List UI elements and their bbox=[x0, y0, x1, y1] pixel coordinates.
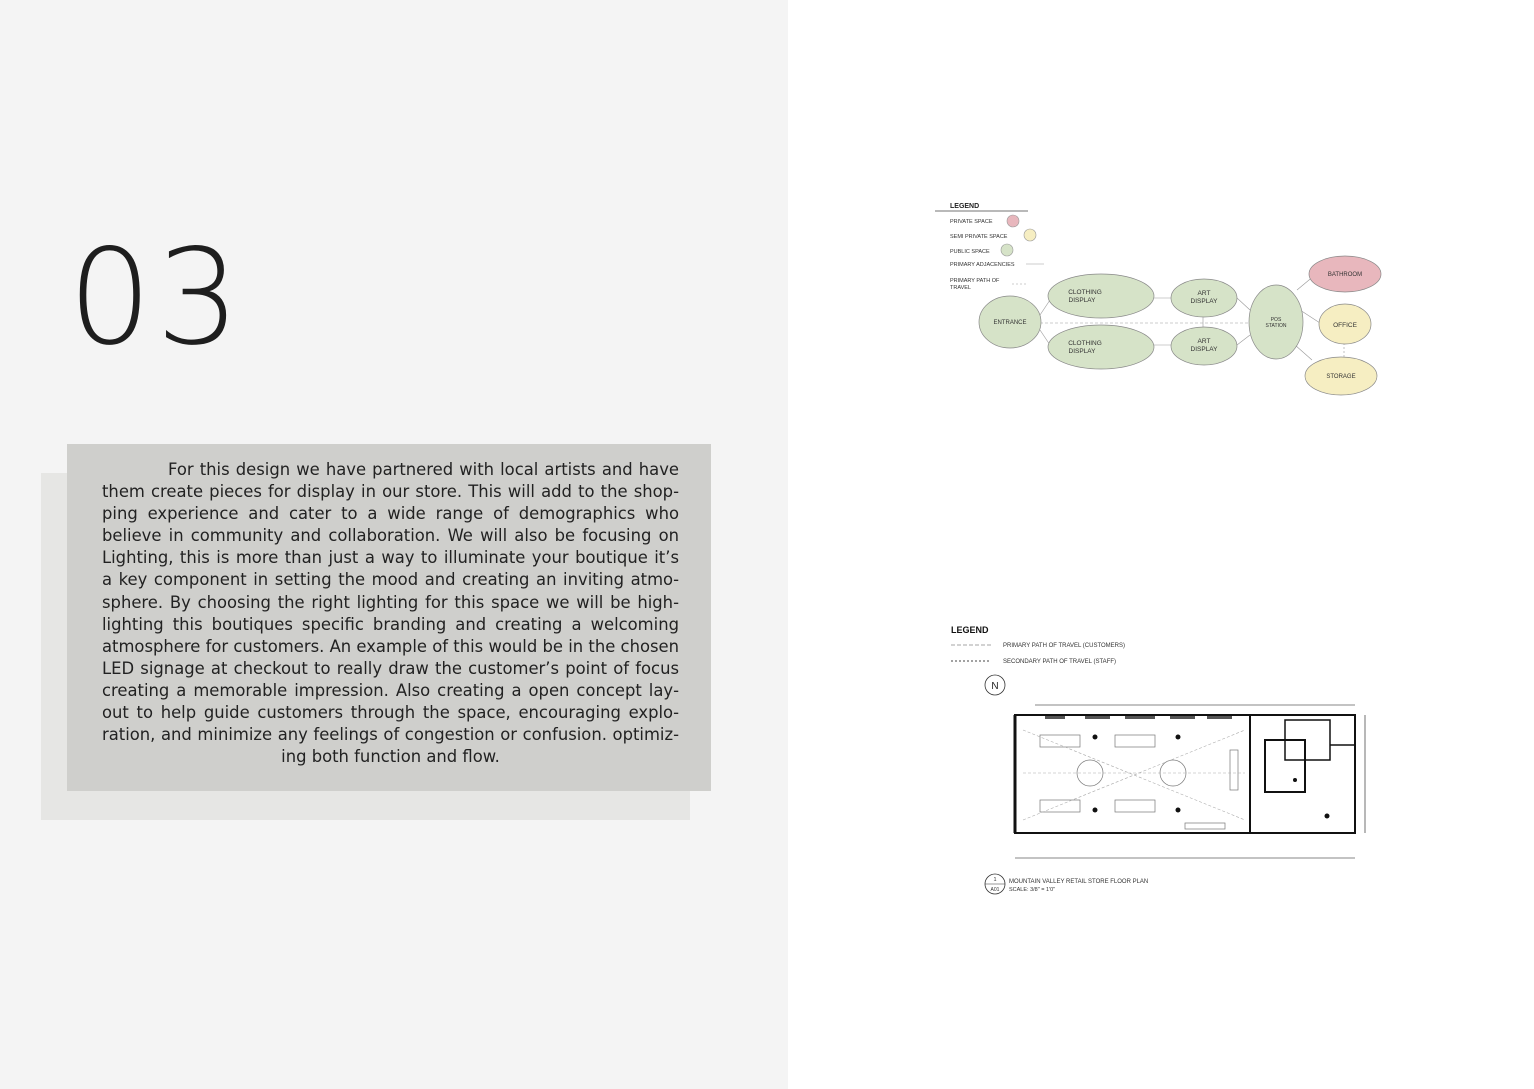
plan-caption-title: MOUNTAIN VALLEY RETAIL STORE FLOOR PLAN bbox=[1009, 879, 1149, 885]
legend-adjacencies: PRIMARY ADJACENCIES bbox=[950, 262, 1015, 268]
body-paragraph: For this design we have partnered with local artists and have them create pieces for display in our store. This will add to the shopping experience and cater to a wide range of demographics who believe in community and collaboration. We will also be focusing on Lighting, this is more than just a way to illuminate your boutique it’s a key component in setting the mood and creating an inviting atmosphere. By choosing the right lighting for this space we will be highlighting this boutiques specific branding and creating a welcoming atmosphere for customers. An example of this would be in the chosen LED signage at checkout to really draw the customer’s point of focus creating a memorable impression. Also creating a open concept layout to help guide customers through the space, encouraging exploration, and minimize any feelings of congestion or confusion. optimizing both function and flow. bbox=[102, 460, 679, 767]
plan-legend-secondary: SECONDARY PATH OF TRAVEL (STAFF) bbox=[1003, 659, 1117, 665]
plan-caption-scale: SCALE: 3/8" = 1'0" bbox=[1009, 887, 1056, 893]
bubble-entrance-label: ENTRANCE bbox=[993, 320, 1027, 326]
bubble-legend-title: LEGEND bbox=[950, 203, 980, 210]
bubble-storage-label: STORAGE bbox=[1326, 374, 1356, 380]
right-page bbox=[788, 0, 1534, 1089]
plan-legend-primary: PRIMARY PATH OF TRAVEL (CUSTOMERS) bbox=[1003, 643, 1126, 649]
plan-legend-title: LEGEND bbox=[951, 625, 989, 635]
bubble-clothing-bottom-l1: CLOTHING bbox=[1068, 340, 1102, 347]
legend-semi-private-swatch bbox=[1024, 229, 1036, 241]
bubble-diagram bbox=[930, 195, 1400, 405]
legend-path-2: TRAVEL bbox=[950, 285, 971, 291]
north-label: N bbox=[991, 681, 999, 692]
legend-path-1: PRIMARY PATH OF bbox=[950, 278, 1000, 284]
legend-private-swatch bbox=[1007, 215, 1019, 227]
bubble-art-top-l2: DISPLAY bbox=[1190, 298, 1218, 305]
bubble-pos-l1: POS bbox=[1270, 317, 1282, 323]
bubble-bathroom-label: BATHROOM bbox=[1327, 272, 1363, 278]
bubble-clothing-top-l2: DISPLAY bbox=[1068, 297, 1096, 304]
bubble-art-bottom-l1: ART bbox=[1197, 338, 1211, 345]
legend-private: PRIVATE SPACE bbox=[950, 219, 993, 225]
legend-public: PUBLIC SPACE bbox=[950, 249, 990, 255]
section-number: 03 bbox=[68, 221, 244, 375]
plan-windows bbox=[1045, 716, 1232, 719]
plan-paths bbox=[1023, 730, 1245, 820]
floor-plan bbox=[945, 620, 1375, 900]
bubble-pos-l2: STATION bbox=[1265, 323, 1287, 329]
bubble-clothing-bottom bbox=[1048, 325, 1154, 369]
bubble-office-label: OFFICE bbox=[1333, 322, 1357, 329]
bubble-art-top-l1: ART bbox=[1197, 290, 1211, 297]
legend-public-swatch bbox=[1001, 244, 1013, 256]
legend-semi-private: SEMI PRIVATE SPACE bbox=[950, 234, 1008, 240]
bubble-clothing-bottom-l2: DISPLAY bbox=[1068, 348, 1096, 355]
plan-walls bbox=[1015, 705, 1365, 858]
bubble-art-bottom-l2: DISPLAY bbox=[1190, 346, 1218, 353]
bubble-clothing-top bbox=[1048, 274, 1154, 318]
drawing-tag-sheet: A01 bbox=[990, 887, 1000, 893]
drawing-tag-number: 1 bbox=[993, 877, 997, 883]
bubble-clothing-top-l1: CLOTHING bbox=[1068, 289, 1102, 296]
